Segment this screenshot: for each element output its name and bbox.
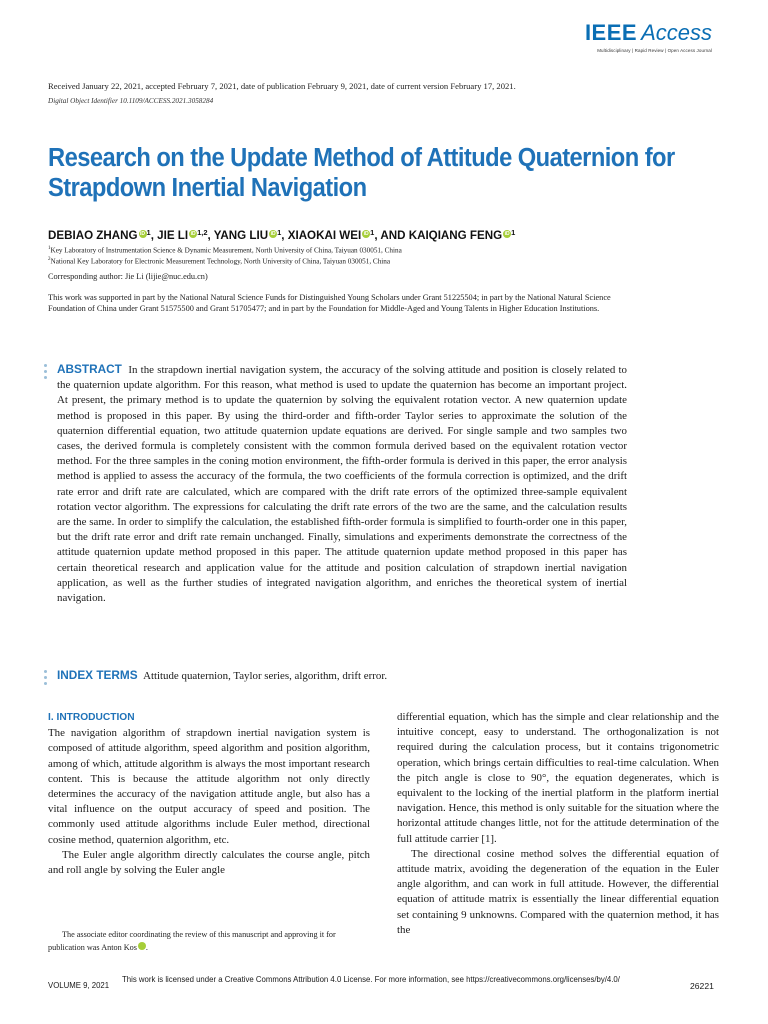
abstract-marker-icon [44,364,48,382]
logo-brand-bold: IEEE [584,20,638,45]
index-terms-text: Attitude quaternion, Taylor series, algorithm, drift error. [143,670,388,682]
author-name: YANG LIU [213,229,269,242]
footer-volume: VOLUME 9, 2021 [48,981,110,990]
author-list [48,228,515,242]
author-affiliation-mark: 1 [277,228,282,237]
footnote-text: The associate editor coordinating the review of this manuscript and approving it for publication was Anton Kos [48,930,336,952]
body-column-right [397,710,719,938]
abstract-text: In the strapdown inertial navigation system, the accuracy of the solving attitude and position is closely related to the quaternion update algorithm. For this reason, what method is used to update the quaternion has become an important project. At present, the primary method is to update the quaternion by solving the equivalent rotation vector. A new quaternion update method is proposed in this paper. By using the third-order and fifth-order Taylor series to approximate the solution of the quaternion differential equation, two attitude quaternion update equations are derived. For single sample and two samples two cases, the derived formula is completely consistent with the common formula derived based on the equivalent rotation vector method. For the three samples in the coning motion environment, the fifth-order formula is derived in this paper, the error analysis method is applied to assess the accuracy of the formula, the two coefficients of the formula correction is optimized, and the drift rate error and drift rate are calculated, which are compared with the drift rate errors of the optimized three-sample equivalent rotation vector algorithm. The expressions for calculating the drift rate errors of the two are the same, and the calculation results are the same. In order to simplify the calculation, the established fifth-order formula is simplified to fourth-order one in this paper, but the drift rate error and drift rate remain unchanged. Finally, simulations and experiments demonstrate the correctness of the attitude quaternion update method proposed in this paper. The attitude quaternion update method proposed in this paper has certain theoretical research and application value for the attitude and position calculation of strapdown inertial navigation application, as well as the further studies of integrated navigation algorithm, and enriches the theoretical system of inertial navigation. [57,364,627,605]
author-separator: , [281,229,288,242]
affiliation-text: Key Laboratory of Instrumentation Science & Dynamic Measurement, North University of China, Taiyuan 030051, China [50,246,402,255]
editor-footnote: The associate editor coordinating the review of this manuscript and approving it for publication was Anton Kos iD. [48,930,336,952]
author-separator: , [150,229,158,242]
author-name: XIAOKAI WEI [287,229,362,242]
orcid-icon[interactable]: iD [270,231,276,237]
body-paragraph: The directional cosine method solves the differential equation of attitude matrix, avoiding the degeneration of the equation in the Euler angle algorithm, and can work in full attitude. However, the differential equation of attitude matrix is essentially the linear differential equation set containing 9 unknowns. Compared with the quaternion method, it has the [397,847,719,936]
body-paragraph: differential equation, which has the simple and clear relationship and the intuitive concept, easy to understand. The orthogonalization is not required during the calculation process, but it contains trigonometric operation, which brings certain difficulties to real-time calculation. When the pitch angle is close to 90°, the equation degenerates, which is equivalent to the locking of the inertial platform in the platform inertial navigation. Hence, this method is only suitable for the situation where the horizontal attitude changes little, not for the attitude determination of the full attitude carrier [1]. [397,711,719,845]
corresponding-author: Corresponding author: Jie Li (lijie@nuc.edu.cn) [48,272,208,281]
affiliation-2 [48,257,390,265]
section-heading: I. INTRODUCTION [48,712,135,723]
orcid-icon[interactable]: iD [138,942,146,950]
author-name: DEBIAO ZHANG [48,229,138,242]
affiliation-1 [48,246,402,254]
author-name: JIE LI [157,229,189,242]
author-name: KAIQIANG FENG [408,229,503,242]
orcid-icon[interactable]: iD [363,231,369,237]
body-paragraph: The navigation algorithm of strapdown inertial navigation system is composed of attitude algorithm, speed algorithm and position algorithm, among of which, attitude algorithm is always the most important research content. This is because the attitude algorithm not only directly determines the accuracy of the navigation attitude angle, but also has a vital influence on the output accuracy of speed and position. The commonly used attitude algorithms include Euler method, directional cosine method, quaternion algorithm, etc. [48,727,370,846]
index-terms-heading: INDEX TERMS [57,668,138,682]
abstract [57,362,627,606]
body-paragraph: The Euler angle algorithm directly calculates the course angle, pitch and roll angle by solving the Euler angle [48,848,370,877]
orcid-icon[interactable]: iD [140,231,146,237]
index-terms [57,668,387,682]
logo-brand-italic: Access [641,20,712,45]
abstract-heading: ABSTRACT [57,362,122,376]
author-affiliation-mark: 1 [370,228,375,237]
journal-logo [585,22,712,53]
affiliation-number: 1 [48,246,51,251]
affiliation-number: 2 [48,257,51,262]
index-terms-marker-icon [44,670,48,688]
affiliation-text: National Key Laboratory for Electronic Measurement Technology, North University of China, Taiyuan 030051, China [50,257,391,266]
orcid-icon[interactable]: iD [504,231,510,237]
received-dates: Received January 22, 2021, accepted February 7, 2021, date of publication February 9, 2021, date of current version February 17, 2021. [48,81,516,91]
footer-license[interactable]: This work is licensed under a Creative Commons Attribution 4.0 License. For more information, see https://creativecommons.org/licenses/by/4.0/ [122,975,620,984]
author-affiliation-mark: 1 [511,228,516,237]
author-affiliation-mark: 1,2 [197,228,208,237]
paper-title: Research on the Update Method of Attitude Quaternion for Strapdown Inertial Navigation [48,144,675,202]
orcid-icon[interactable]: iD [190,231,196,237]
doi-link[interactable]: Digital Object Identifier 10.1109/ACCESS.2021.3058284 [48,97,214,105]
author-affiliation-mark: 1 [146,228,151,237]
logo-tagline: Multidisciplinary | Rapid Review | Open Access Journal [597,48,712,53]
author-separator: , [207,229,214,242]
body-column-left [48,710,370,878]
footer-page-number: 26221 [690,981,714,991]
author-separator: , AND [374,229,409,242]
funding-statement: This work was supported in part by the National Natural Science Funds for Distinguished Young Scholars under Grant 51225504; in part by the National Natural Science Foundation of China under Grant 51575500 and Grant 51705477; and in part by the Foundation for Middle-Aged and Young Talents in Higher Education Institutions. [48,293,611,314]
